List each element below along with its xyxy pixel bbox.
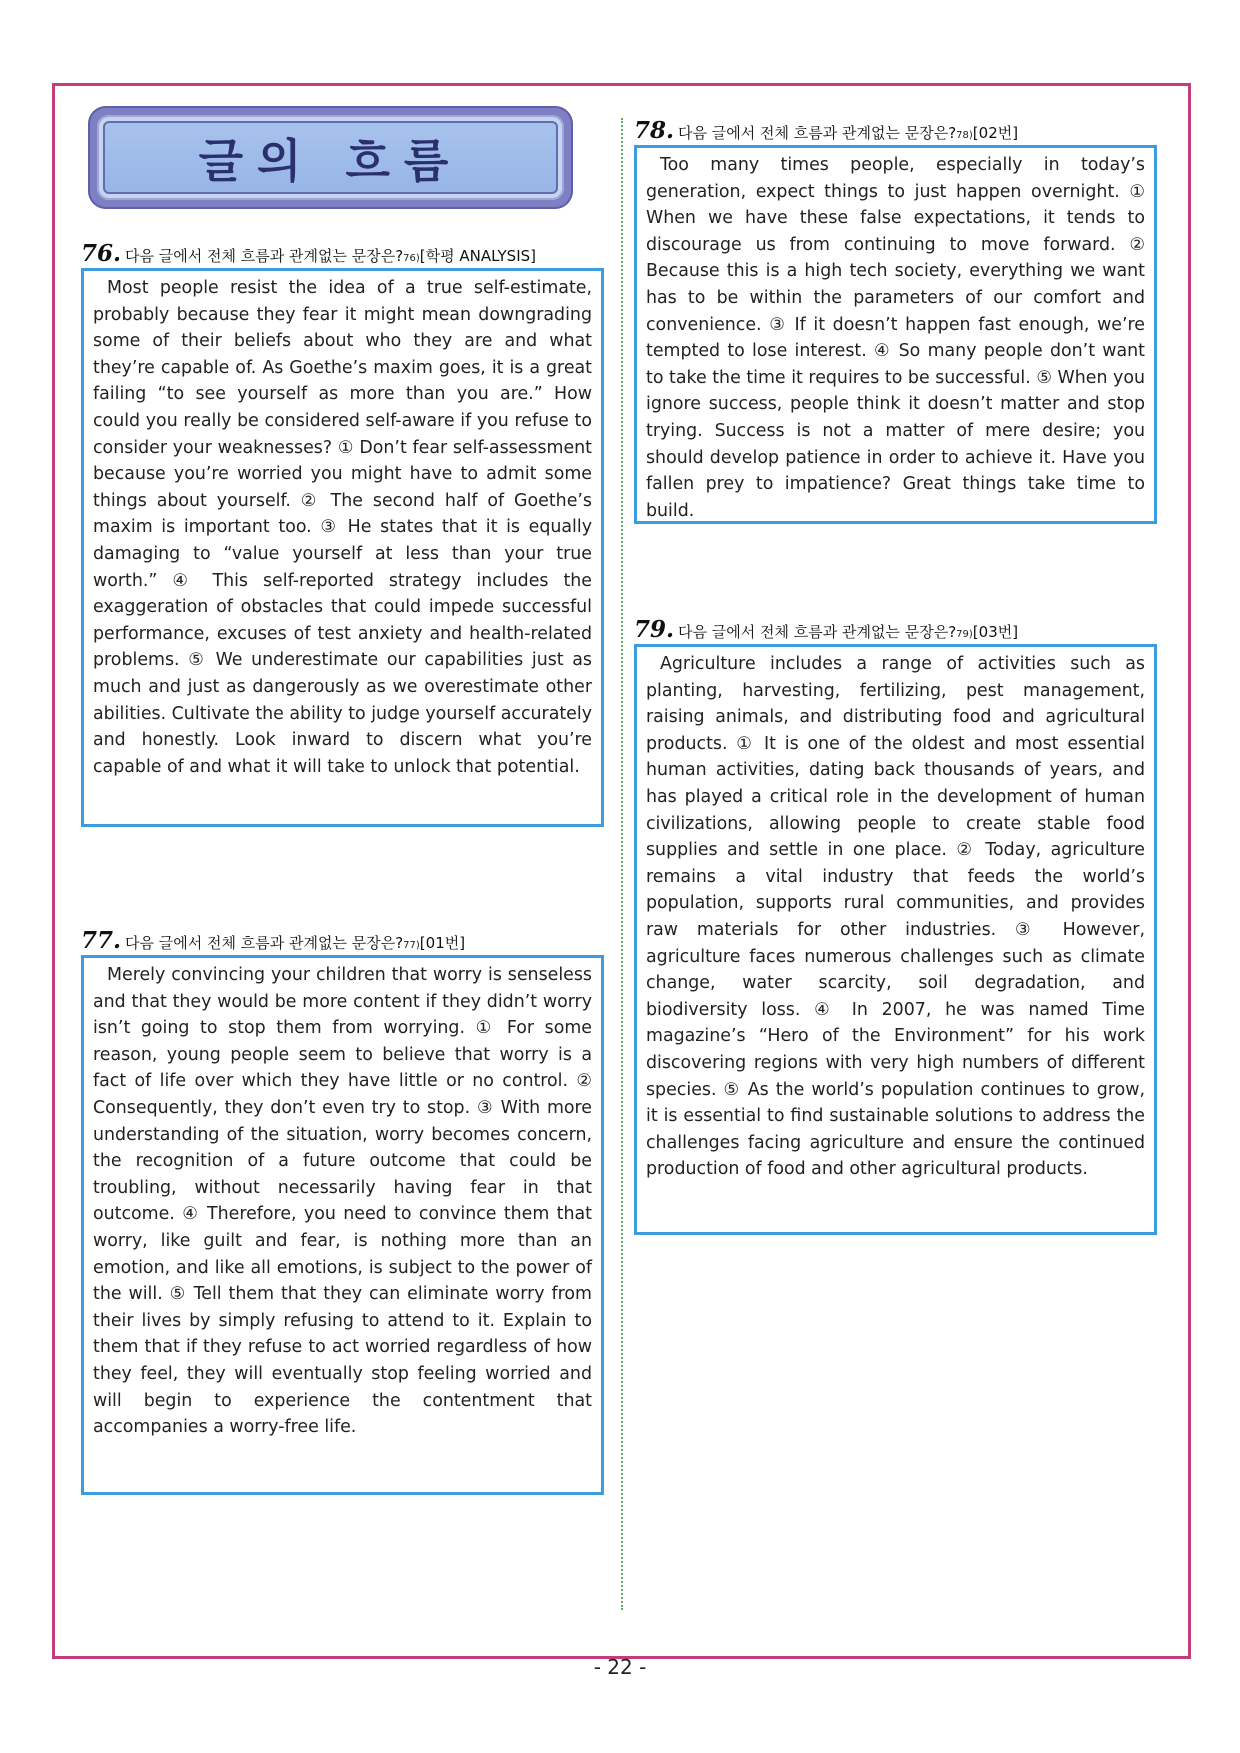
question-number: 79. <box>634 616 675 643</box>
question-prompt: 다음 글에서 전체 흐름과 관계없는 문장은? <box>678 124 957 142</box>
section-title: 글의 흐름 <box>198 133 463 188</box>
question-79 <box>634 616 1157 1235</box>
section-title-banner <box>88 106 573 209</box>
question-prompt: 다음 글에서 전체 흐름과 관계없는 문장은? <box>678 623 957 641</box>
question-source: [01번] <box>419 934 466 952</box>
footnote-ref: 79) <box>956 629 973 640</box>
passage-box <box>81 955 604 1495</box>
passage-text: Too many times people, especially in today’s generation, expect things to just happen overnight. ① When we have these false expectations, it tends to discourage us from continuing to move forward. ② Because this is a high tech society, everything we want has to be within the parameters of our comfort and convenience. ③ If it doesn’t happen fast enough, we’re tempted to lose interest. ④ So many people don’t want to take the time it requires to be successful. ⑤ When you ignore success, people think it doesn’t matter and stop trying. Success is not a matter of mere desire; you should develop patience in order to achieve it. Have you fallen prey to impatience? Great things take time to build. <box>646 155 1145 521</box>
footnote-ref: 78) <box>956 130 973 141</box>
question-prompt: 다음 글에서 전체 흐름과 관계없는 문장은? <box>125 934 404 952</box>
question-source: [학평 ANALYSIS] <box>419 247 536 265</box>
page-number: - 22 - <box>593 1655 647 1679</box>
question-prompt: 다음 글에서 전체 흐름과 관계없는 문장은? <box>125 247 404 265</box>
question-header <box>634 117 1157 145</box>
question-source: [03번] <box>972 623 1019 641</box>
passage-box <box>81 268 604 827</box>
passage-text: Merely convincing your children that worry is senseless and that they would be more content if they didn’t worry isn’t going to stop them from worrying. ① For some reason, young people seem to believe that worry is a fact of life over which they have little or no control. ② Consequently, they don’t even try to stop. ③ With more understanding of the situation, worry becomes concern, the recognition of a future outcome that could be troubling, without necessarily having fear in that outcome. ④ Therefore, you need to convince them that worry, like guilt and fear, is nothing more than an emotion, and like all emotions, is subject to the power of the will. ⑤ Tell them that they can eliminate worry from their lives by simply refusing to attend to it. Explain to them that if they refuse to act worried regardless of how they feel, they will eventually stop feeling worried and will begin to experience the contentment that accompanies a worry-free life. <box>93 965 592 1438</box>
passage-box <box>634 644 1157 1235</box>
passage-box <box>634 145 1157 524</box>
question-77 <box>81 927 604 1495</box>
passage-text: Agriculture includes a range of activities such as planting, harvesting, fertilizing, pest management, raising animals, and distributing food and agricultural products. ① It is one of the oldest and most essential human activities, dating back thousands of years, and has played a critical role in the development of human civilizations, allowing people to create stable food supplies and settle in one place. ② Today, agriculture remains a vital industry that feeds the world’s population, supports rural communities, and provides raw materials for other industries. ③ However, agriculture faces numerous challenges such as climate change, water scarcity, soil degradation, and biodiversity loss. ④ In 2007, he was named Time magazine’s “Hero of the Environment” for his work discovering regions with very high numbers of different species. ⑤ As the world’s population continues to grow, it is essential to find sustainable solutions to address the challenges facing agriculture and ensure the continued production of food and other agricultural products. <box>646 654 1145 1180</box>
question-76 <box>81 240 604 827</box>
question-header <box>81 240 604 268</box>
passage-text: Most people resist the idea of a true self-estimate, probably because they fear it might mean downgrading some of their beliefs about who they are and what they’re capable of. As Goethe’s maxim goes, it is a great failing “to see yourself as more than you are.” How could you really be considered self-aware if you refuse to consider your weaknesses? ① Don’t fear self-assessment because you’re worried you might have to admit some things about yourself. ② The second half of Goethe’s maxim is important too. ③ He states that it is equally damaging to “value yourself at less than your true worth.” ④ This self-reported strategy includes the exaggeration of obstacles that could impede successful performance, excuses of test anxiety and health-related problems. ⑤ We underestimate our capabilities just as much and just as dangerously as we overestimate other abilities. Cultivate the ability to judge yourself accurately and honestly. Look inward to discern what you’re capable of and what it will take to unlock that potential. <box>93 278 592 777</box>
question-number: 77. <box>81 927 122 954</box>
question-number: 78. <box>634 117 675 144</box>
footnote-ref: 76) <box>403 253 420 264</box>
question-number: 76. <box>81 240 122 267</box>
column-divider <box>621 118 623 1610</box>
footnote-ref: 77) <box>403 940 420 951</box>
question-78 <box>634 117 1157 524</box>
question-header <box>634 616 1157 644</box>
question-source: [02번] <box>972 124 1019 142</box>
question-header <box>81 927 604 955</box>
